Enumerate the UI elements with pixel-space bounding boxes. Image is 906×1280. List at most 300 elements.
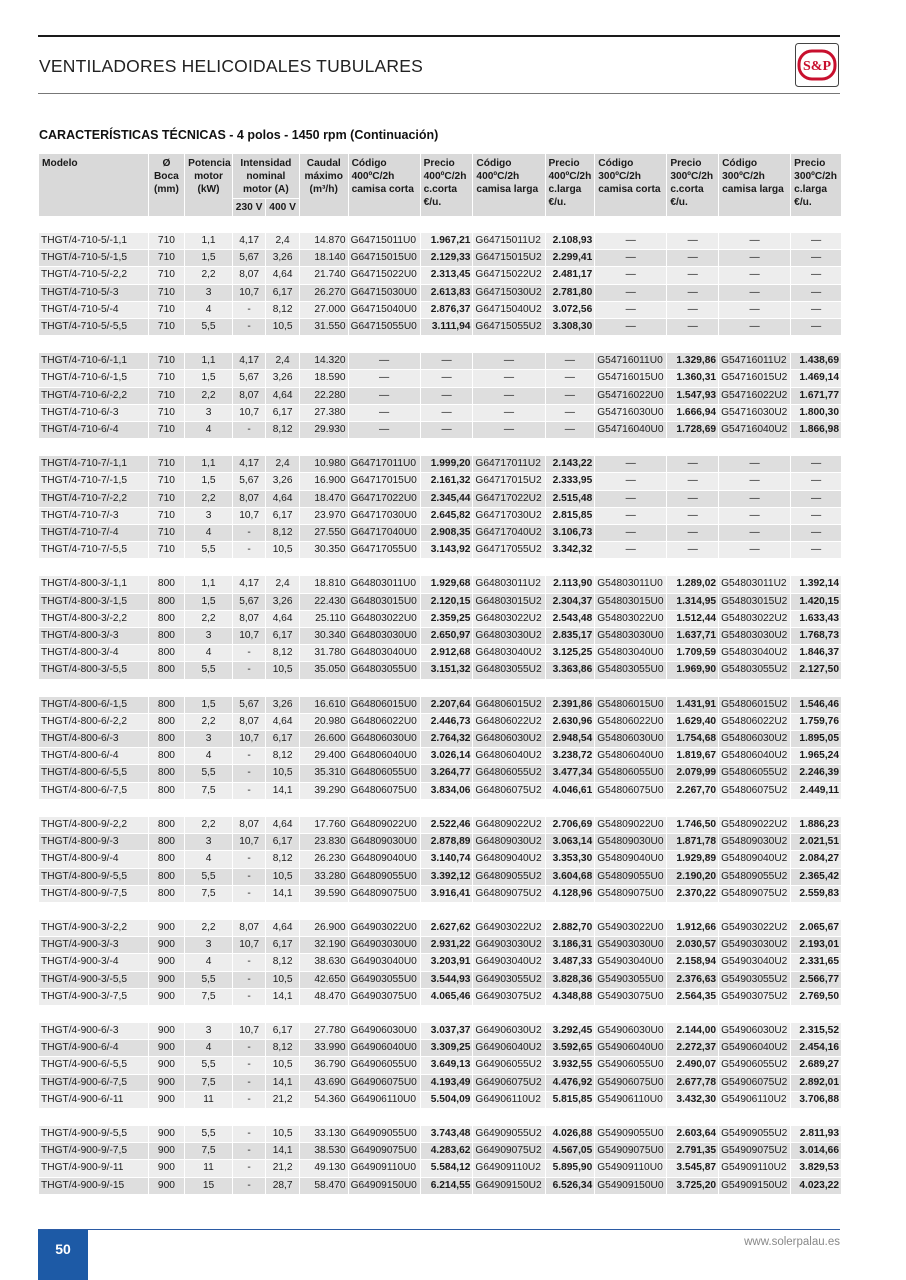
cell-cod400l: G64803040U2 <box>473 645 544 662</box>
cell-pre300l: — <box>791 302 841 319</box>
cell-potencia: 4 <box>185 422 232 439</box>
cell-i400: 3,26 <box>266 697 298 714</box>
cell-potencia: 5,5 <box>185 542 232 559</box>
cell-potencia: 2,2 <box>185 714 232 731</box>
cell-i400: 10,5 <box>266 319 298 336</box>
cell-boca: 800 <box>149 714 185 731</box>
cell-i400: 6,17 <box>266 731 298 748</box>
cell-i230: 10,7 <box>233 834 265 851</box>
cell-pre400c: 2.446,73 <box>421 714 473 731</box>
cell-boca: 710 <box>149 250 185 267</box>
cell-i230: - <box>233 319 265 336</box>
cell-caudal: 18.590 <box>300 370 348 387</box>
cell-i400: 14,1 <box>266 1075 298 1092</box>
cell-potencia: 3 <box>185 285 232 302</box>
cell-pre400l: — <box>546 388 595 405</box>
cell-i400: 14,1 <box>266 886 298 903</box>
cell-caudal: 39.290 <box>300 783 348 800</box>
cell-pre300l: 1.546,46 <box>791 697 841 714</box>
cell-cod400c: G64809055U0 <box>349 869 420 886</box>
cell-cod300c: G54803030U0 <box>595 628 666 645</box>
cell-cod400l: G64906030U2 <box>473 1023 544 1040</box>
cell-modelo: THGT/4-900-6/-5,5 <box>39 1057 148 1074</box>
cell-caudal: 54.360 <box>300 1092 348 1109</box>
cell-cod300l: — <box>719 319 790 336</box>
cell-modelo: THGT/4-710-6/-2,2 <box>39 388 148 405</box>
cell-cod400c: G64903055U0 <box>349 972 420 989</box>
col-intensidad: Intensidad nominal motor (A) <box>233 154 299 199</box>
cell-potencia: 3 <box>185 508 232 525</box>
cell-cod300l: — <box>719 233 790 250</box>
cell-pre300l: 1.866,98 <box>791 422 841 439</box>
cell-boca: 900 <box>149 1057 185 1074</box>
cell-pre300l: 2.559,83 <box>791 886 841 903</box>
cell-caudal: 23.970 <box>300 508 348 525</box>
cell-pre400l: 3.292,45 <box>546 1023 595 1040</box>
cell-boca: 800 <box>149 576 185 593</box>
cell-i400: 8,12 <box>266 851 298 868</box>
cell-pre400c: 3.309,25 <box>421 1040 473 1057</box>
cell-modelo: THGT/4-900-6/-11 <box>39 1092 148 1109</box>
cell-cod400c: G64909110U0 <box>349 1160 420 1177</box>
cell-cod300l: G54803040U2 <box>719 645 790 662</box>
cell-pre300c: — <box>667 542 718 559</box>
cell-pre400c: 2.878,89 <box>421 834 473 851</box>
cell-i230: 10,7 <box>233 508 265 525</box>
cell-modelo: THGT/4-800-6/-3 <box>39 731 148 748</box>
cell-pre300c: — <box>667 525 718 542</box>
cell-cod300c: — <box>595 250 666 267</box>
table-row <box>39 645 841 662</box>
cell-cod400c: G64906075U0 <box>349 1075 420 1092</box>
cell-pre300c: 1.289,02 <box>667 576 718 593</box>
table-row <box>39 456 841 473</box>
cell-cod300l: G54716015U2 <box>719 370 790 387</box>
cell-pre300l: — <box>791 233 841 250</box>
cell-pre300c: 3.545,87 <box>667 1160 718 1177</box>
cell-boca: 710 <box>149 508 185 525</box>
cell-cod400l: G64809030U2 <box>473 834 544 851</box>
cell-caudal: 27.000 <box>300 302 348 319</box>
cell-potencia: 1,1 <box>185 233 232 250</box>
cell-cod300c: G54906075U0 <box>595 1075 666 1092</box>
cell-cod300l: G54903030U2 <box>719 937 790 954</box>
group-spacer <box>39 217 841 233</box>
cell-caudal: 26.600 <box>300 731 348 748</box>
table-row <box>39 886 841 903</box>
cell-modelo: THGT/4-710-7/-1,1 <box>39 456 148 473</box>
cell-potencia: 3 <box>185 731 232 748</box>
cell-i230: - <box>233 783 265 800</box>
cell-pre400l: 6.526,34 <box>546 1178 595 1195</box>
cell-boca: 710 <box>149 525 185 542</box>
cell-potencia: 4 <box>185 525 232 542</box>
cell-cod300l: — <box>719 508 790 525</box>
cell-i400: 4,64 <box>266 491 298 508</box>
cell-pre400c: — <box>421 388 473 405</box>
cell-pre400c: — <box>421 422 473 439</box>
cell-caudal: 35.050 <box>300 662 348 679</box>
cell-boca: 710 <box>149 319 185 336</box>
cell-i400: 6,17 <box>266 508 298 525</box>
cell-potencia: 1,1 <box>185 456 232 473</box>
cell-pre400l: 3.363,86 <box>546 662 595 679</box>
cell-pre300l: 2.365,42 <box>791 869 841 886</box>
cell-pre300l: 4.023,22 <box>791 1178 841 1195</box>
cell-pre300l: 3.014,66 <box>791 1143 841 1160</box>
cell-cod300l: G54909075U2 <box>719 1143 790 1160</box>
cell-i230: - <box>233 765 265 782</box>
cell-boca: 800 <box>149 645 185 662</box>
cell-pre400c: 4.193,49 <box>421 1075 473 1092</box>
table-row <box>39 594 841 611</box>
cell-pre400l: 3.308,30 <box>546 319 595 336</box>
cell-cod400c: G64803040U0 <box>349 645 420 662</box>
cell-cod400l: G64903030U2 <box>473 937 544 954</box>
cell-potencia: 15 <box>185 1178 232 1195</box>
cell-i230: 8,07 <box>233 714 265 731</box>
cell-pre300l: — <box>791 319 841 336</box>
cell-cod300l: — <box>719 473 790 490</box>
cell-pre400c: 2.645,82 <box>421 508 473 525</box>
cell-i400: 14,1 <box>266 1143 298 1160</box>
cell-pre400c: 3.151,32 <box>421 662 473 679</box>
cell-pre300c: 1.512,44 <box>667 611 718 628</box>
cell-cod400l: G64809040U2 <box>473 851 544 868</box>
cell-pre300l: — <box>791 285 841 302</box>
page-title: VENTILADORES HELICOIDALES TUBULARES <box>39 56 424 76</box>
cell-pre400l: 3.106,73 <box>546 525 595 542</box>
cell-i230: - <box>233 1178 265 1195</box>
cell-pre300l: — <box>791 525 841 542</box>
cell-cod300c: G54806022U0 <box>595 714 666 731</box>
table-header <box>39 154 841 217</box>
cell-cod300c: G54809022U0 <box>595 817 666 834</box>
cell-pre300l: — <box>791 473 841 490</box>
table-row <box>39 491 841 508</box>
cell-pre400l: 4.046,61 <box>546 783 595 800</box>
cell-pre300c: 1.666,94 <box>667 405 718 422</box>
cell-potencia: 1,5 <box>185 370 232 387</box>
cell-i400: 10,5 <box>266 1126 298 1143</box>
cell-pre400l: 2.391,86 <box>546 697 595 714</box>
cell-cod400c: G64806015U0 <box>349 697 420 714</box>
cell-pre400c: 3.143,92 <box>421 542 473 559</box>
table-row <box>39 370 841 387</box>
cell-potencia: 5,5 <box>185 662 232 679</box>
cell-cod400c: — <box>349 370 420 387</box>
cell-cod300l: G54803030U2 <box>719 628 790 645</box>
cell-potencia: 4 <box>185 954 232 971</box>
cell-pre300c: 2.267,70 <box>667 783 718 800</box>
cell-cod400c: G64803022U0 <box>349 611 420 628</box>
cell-cod400c: G64806055U0 <box>349 765 420 782</box>
cell-boca: 710 <box>149 491 185 508</box>
cell-pre300c: 2.490,07 <box>667 1057 718 1074</box>
cell-pre300l: 1.846,37 <box>791 645 841 662</box>
cell-pre300l: 2.065,67 <box>791 920 841 937</box>
cell-cod300c: G54903075U0 <box>595 989 666 1006</box>
cell-cod400c: G64903022U0 <box>349 920 420 937</box>
cell-pre400l: 5.895,90 <box>546 1160 595 1177</box>
col-codigo-400-larga: Código 400ºC/2h camisa larga <box>473 154 544 217</box>
cell-cod400c: G64809075U0 <box>349 886 420 903</box>
cell-pre400c: 1.999,20 <box>421 456 473 473</box>
cell-pre300c: 1.969,90 <box>667 662 718 679</box>
cell-modelo: THGT/4-800-9/-3 <box>39 834 148 851</box>
cell-modelo: THGT/4-710-7/-4 <box>39 525 148 542</box>
cell-caudal: 39.590 <box>300 886 348 903</box>
cell-modelo: THGT/4-900-3/-5,5 <box>39 972 148 989</box>
cell-cod300l: G54803015U2 <box>719 594 790 611</box>
cell-pre400l: 3.604,68 <box>546 869 595 886</box>
cell-cod400c: G64806022U0 <box>349 714 420 731</box>
cell-cod300l: G54803055U2 <box>719 662 790 679</box>
cell-i230: 10,7 <box>233 731 265 748</box>
col-precio-400-corta: Precio 400ºC/2h c.corta €/u. <box>421 154 473 217</box>
cell-pre400c: 2.764,32 <box>421 731 473 748</box>
cell-pre300c: 1.929,89 <box>667 851 718 868</box>
cell-pre400c: 3.916,41 <box>421 886 473 903</box>
cell-pre400l: 2.543,48 <box>546 611 595 628</box>
cell-boca: 800 <box>149 594 185 611</box>
table-row <box>39 233 841 250</box>
cell-cod300l: G54806040U2 <box>719 748 790 765</box>
cell-cod300c: G54803022U0 <box>595 611 666 628</box>
cell-modelo: THGT/4-900-9/-15 <box>39 1178 148 1195</box>
cell-potencia: 5,5 <box>185 972 232 989</box>
cell-cod400c: G64806030U0 <box>349 731 420 748</box>
cell-cod300l: G54903040U2 <box>719 954 790 971</box>
cell-cod300l: G54803011U2 <box>719 576 790 593</box>
cell-pre300c: 1.746,50 <box>667 817 718 834</box>
cell-i400: 10,5 <box>266 542 298 559</box>
cell-modelo: THGT/4-800-3/-3 <box>39 628 148 645</box>
cell-pre400l: 3.477,34 <box>546 765 595 782</box>
cell-modelo: THGT/4-900-6/-4 <box>39 1040 148 1057</box>
cell-pre400c: 2.931,22 <box>421 937 473 954</box>
cell-cod300c: G54909075U0 <box>595 1143 666 1160</box>
cell-potencia: 4 <box>185 851 232 868</box>
table-row <box>39 937 841 954</box>
cell-pre400l: — <box>546 370 595 387</box>
cell-cod300c: G54803011U0 <box>595 576 666 593</box>
cell-i230: 10,7 <box>233 937 265 954</box>
cell-potencia: 4 <box>185 748 232 765</box>
cell-cod300l: G54809055U2 <box>719 869 790 886</box>
cell-cod400c: — <box>349 353 420 370</box>
cell-cod300c: G54906040U0 <box>595 1040 666 1057</box>
table-row <box>39 1075 841 1092</box>
cell-cod300l: G54716011U2 <box>719 353 790 370</box>
cell-caudal: 26.270 <box>300 285 348 302</box>
cell-cod400l: G64803015U2 <box>473 594 544 611</box>
cell-modelo: THGT/4-710-6/-1,1 <box>39 353 148 370</box>
col-precio-400-larga: Precio 400ºC/2h c.larga €/u. <box>546 154 595 217</box>
cell-cod400l: G64717055U2 <box>473 542 544 559</box>
cell-cod300l: G54716022U2 <box>719 388 790 405</box>
table-row <box>39 972 841 989</box>
table-row <box>39 473 841 490</box>
cell-pre300c: 1.431,91 <box>667 697 718 714</box>
cell-pre400c: — <box>421 370 473 387</box>
cell-pre400l: 2.835,17 <box>546 628 595 645</box>
cell-potencia: 1,1 <box>185 576 232 593</box>
cell-pre400l: 3.932,55 <box>546 1057 595 1074</box>
table-row <box>39 697 841 714</box>
cell-pre400l: 3.072,56 <box>546 302 595 319</box>
cell-modelo: THGT/4-710-5/-1,5 <box>39 250 148 267</box>
cell-modelo: THGT/4-800-6/-4 <box>39 748 148 765</box>
cell-cod400c: G64903030U0 <box>349 937 420 954</box>
cell-pre300c: 3.432,30 <box>667 1092 718 1109</box>
cell-modelo: THGT/4-900-6/-7,5 <box>39 1075 148 1092</box>
cell-i230: 4,17 <box>233 353 265 370</box>
table-row <box>39 731 841 748</box>
cell-pre400c: 3.649,13 <box>421 1057 473 1074</box>
cell-pre300c: 2.370,22 <box>667 886 718 903</box>
cell-caudal: 31.780 <box>300 645 348 662</box>
cell-potencia: 3 <box>185 628 232 645</box>
cell-cod300c: G54909150U0 <box>595 1178 666 1195</box>
table-row <box>39 783 841 800</box>
cell-pre300l: 2.811,93 <box>791 1126 841 1143</box>
cell-cod300l: G54809030U2 <box>719 834 790 851</box>
cell-boca: 900 <box>149 1160 185 1177</box>
cell-i400: 6,17 <box>266 834 298 851</box>
cell-caudal: 22.430 <box>300 594 348 611</box>
cell-pre400l: 2.781,80 <box>546 285 595 302</box>
col-400v: 400 V <box>266 199 298 217</box>
cell-pre400c: 2.613,83 <box>421 285 473 302</box>
cell-cod300l: G54906040U2 <box>719 1040 790 1057</box>
cell-cod300l: G54809022U2 <box>719 817 790 834</box>
cell-pre300c: — <box>667 267 718 284</box>
cell-pre300l: 2.084,27 <box>791 851 841 868</box>
cell-cod400c: G64903040U0 <box>349 954 420 971</box>
cell-i400: 10,5 <box>266 869 298 886</box>
cell-potencia: 5,5 <box>185 765 232 782</box>
cell-cod300c: G54716011U0 <box>595 353 666 370</box>
cell-cod400l: — <box>473 370 544 387</box>
cell-boca: 900 <box>149 1126 185 1143</box>
cell-potencia: 7,5 <box>185 1075 232 1092</box>
cell-cod400c: G64906110U0 <box>349 1092 420 1109</box>
cell-cod400c: G64803030U0 <box>349 628 420 645</box>
cell-i230: 8,07 <box>233 611 265 628</box>
cell-pre300c: — <box>667 250 718 267</box>
cell-cod300c: G54809075U0 <box>595 886 666 903</box>
cell-pre300l: — <box>791 542 841 559</box>
cell-cod300c: G54716030U0 <box>595 405 666 422</box>
cell-pre400l: — <box>546 405 595 422</box>
cell-potencia: 7,5 <box>185 783 232 800</box>
cell-cod400c: G64717011U0 <box>349 456 420 473</box>
cell-cod400l: — <box>473 422 544 439</box>
cell-cod400c: G64906055U0 <box>349 1057 420 1074</box>
cell-pre400c: 3.743,48 <box>421 1126 473 1143</box>
cell-cod300l: G54909110U2 <box>719 1160 790 1177</box>
col-codigo-400-corta: Código 400ºC/2h camisa corta <box>349 154 420 217</box>
cell-i230: - <box>233 989 265 1006</box>
cell-i400: 8,12 <box>266 1040 298 1057</box>
cell-cod400l: G64806040U2 <box>473 748 544 765</box>
cell-cod300l: — <box>719 525 790 542</box>
table-row <box>39 989 841 1006</box>
cell-cod400l: G64903022U2 <box>473 920 544 937</box>
cell-pre400c: 5.504,09 <box>421 1092 473 1109</box>
cell-i230: 5,67 <box>233 250 265 267</box>
cell-i400: 2,4 <box>266 576 298 593</box>
cell-cod400l: G64906040U2 <box>473 1040 544 1057</box>
cell-pre300l: — <box>791 491 841 508</box>
cell-cod300c: G54806075U0 <box>595 783 666 800</box>
table-row <box>39 1160 841 1177</box>
cell-modelo: THGT/4-900-9/-5,5 <box>39 1126 148 1143</box>
cell-i400: 10,5 <box>266 662 298 679</box>
cell-potencia: 5,5 <box>185 319 232 336</box>
cell-cod400c: G64717040U0 <box>349 525 420 542</box>
cell-pre400c: 2.120,15 <box>421 594 473 611</box>
cell-cod400c: G64809040U0 <box>349 851 420 868</box>
cell-i400: 4,64 <box>266 611 298 628</box>
svg-text:S&P: S&P <box>803 59 831 74</box>
cell-i230: 10,7 <box>233 1023 265 1040</box>
cell-i230: - <box>233 748 265 765</box>
cell-pre400c: 5.584,12 <box>421 1160 473 1177</box>
cell-cod400c: G64717022U0 <box>349 491 420 508</box>
header-rule <box>38 93 840 94</box>
cell-i230: 5,67 <box>233 473 265 490</box>
cell-pre300l: 2.127,50 <box>791 662 841 679</box>
cell-caudal: 27.550 <box>300 525 348 542</box>
table-row <box>39 611 841 628</box>
table-body <box>39 217 841 1195</box>
cell-cod300l: G54806022U2 <box>719 714 790 731</box>
cell-i230: - <box>233 525 265 542</box>
cell-caudal: 48.470 <box>300 989 348 1006</box>
cell-modelo: THGT/4-710-5/-3 <box>39 285 148 302</box>
cell-potencia: 11 <box>185 1092 232 1109</box>
col-precio-300-larga: Precio 300ºC/2h c.larga €/u. <box>791 154 841 217</box>
cell-pre400l: 3.487,33 <box>546 954 595 971</box>
cell-cod300c: — <box>595 456 666 473</box>
cell-boca: 900 <box>149 972 185 989</box>
cell-pre300l: 2.689,27 <box>791 1057 841 1074</box>
cell-i400: 8,12 <box>266 645 298 662</box>
cell-cod300l: G54909150U2 <box>719 1178 790 1195</box>
cell-cod300c: G54903030U0 <box>595 937 666 954</box>
cell-pre300c: 2.564,35 <box>667 989 718 1006</box>
cell-cod400c: G64906040U0 <box>349 1040 420 1057</box>
cell-cod400c: G64803055U0 <box>349 662 420 679</box>
col-potencia: Potencia motor (kW) <box>185 154 232 217</box>
cell-cod400l: G64717011U2 <box>473 456 544 473</box>
cell-pre300c: 3.725,20 <box>667 1178 718 1195</box>
cell-caudal: 33.990 <box>300 1040 348 1057</box>
cell-i230: 5,67 <box>233 594 265 611</box>
cell-i400: 8,12 <box>266 525 298 542</box>
cell-pre300c: 2.677,78 <box>667 1075 718 1092</box>
table-row <box>39 353 841 370</box>
cell-i400: 14,1 <box>266 783 298 800</box>
cell-pre300l: 1.800,30 <box>791 405 841 422</box>
cell-pre300l: 1.759,76 <box>791 714 841 731</box>
cell-boca: 800 <box>149 886 185 903</box>
cell-caudal: 42.650 <box>300 972 348 989</box>
table-row <box>39 422 841 439</box>
cell-pre400c: 2.129,33 <box>421 250 473 267</box>
